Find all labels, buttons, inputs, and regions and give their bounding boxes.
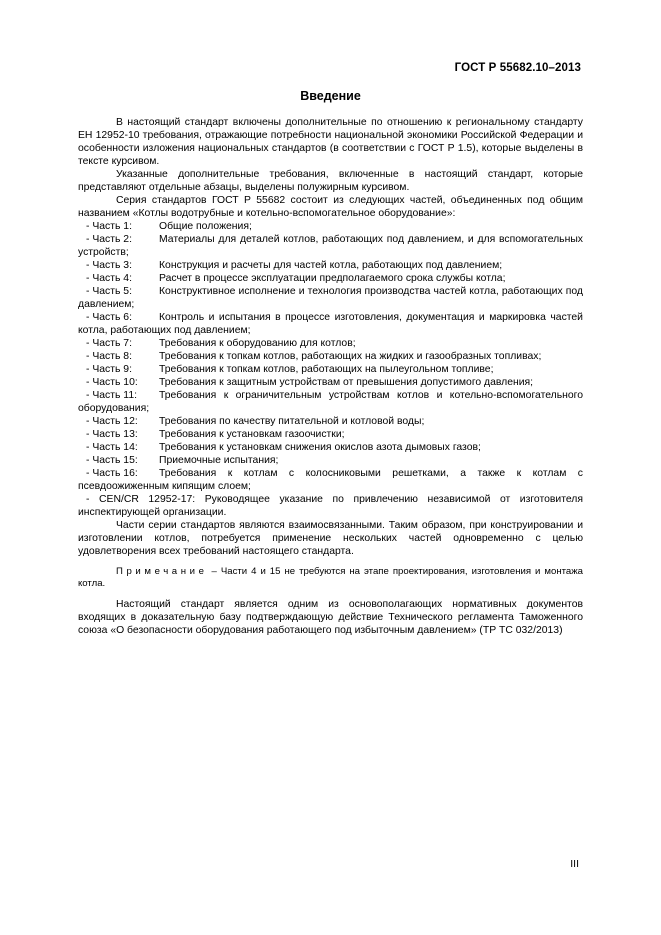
document-body [78, 116, 583, 637]
note-label: Примечание [116, 566, 208, 577]
paragraph-4: Части серии стандартов являются взаимосвязанными. Таким образом, при конструировании и изготовлении котлов, потребуется применение нескольких частей одновременно с целью удовлетворения всех требований настоящего стандарта. [78, 520, 583, 557]
paragraph-5: Настоящий стандарт является одним из основополагающих нормативных документов входящих в доказательную базу подтверждающую действие Технического регламента Таможенного союза «О безопасности оборудования работающего под избыточным давлением» (ТР ТС 032/2013) [78, 599, 583, 636]
list-item: - Часть 1: Общие положения; [86, 221, 252, 232]
list-item: - Часть 3: Конструкция и расчеты для частей котла, работающих под давлением; [86, 260, 503, 271]
list-item: - Часть 5: Конструктивное исполнение и технология производства частей котла, работающих под давлением; [78, 286, 583, 310]
list-item: - Часть 4: Расчет в процессе эксплуатации предполагаемого срока службы котла; [86, 273, 506, 284]
list-item: - Часть 10: Требования к защитным устройствам от превышения допустимого давления; [86, 377, 534, 388]
list-item: - Часть 15: Приемочные испытания; [86, 455, 279, 466]
list-item: - Часть 14: Требования к установкам снижения окислов азота дымовых газов; [86, 442, 481, 453]
list-item: - Часть 8: Требования к топкам котлов, работающих на жидких и газообразных топливах; [86, 351, 542, 362]
list-item: - Часть 16: Требования к котлам с колосниковыми решетками, а также к котлам с псевдоожиженным кипящим слоем; [78, 468, 583, 492]
list-item: - Часть 7: Требования к оборудованию для котлов; [86, 338, 356, 349]
list-item: - Часть 2: Материалы для деталей котлов, работающих под давлением, и для вспомогательных устройств; [78, 234, 583, 258]
section-title: Введение [300, 89, 361, 103]
note-text: – Части 4 и 15 не требуются на этапе проектирования, изготовления и монтажа котла. [78, 566, 583, 589]
list-item: - Часть 9: Требования к топкам котлов, работающих на пылеугольном топливе; [86, 364, 494, 375]
list-item-cen: - CEN/CR 12952-17: Руководящее указание по привлечению независимой от изготовителя инспектирующей организации. [78, 494, 583, 518]
parts-list [78, 220, 583, 519]
paragraph-3: Серия стандартов ГОСТ Р 55682 состоит из следующих частей, объединенных под общим названием «Котлы водотрубные и котельно-вспомогательное оборудование»: [78, 195, 583, 219]
list-item: - Часть 13: Требования к установкам газоочистки; [86, 429, 345, 440]
paragraph-2: Указанные дополнительные требования, включенные в настоящий стандарт, которые представляют отдельные абзацы, выделены полужирным курсивом. [78, 169, 583, 193]
paragraph-1: В настоящий стандарт включены дополнительные по отношению к региональному стандарту ЕН 12952-10 требования, отражающие потребности национальной экономики Российской Федерации и особенности изложения национальных стандартов (в соответствии с ГОСТ Р 1.5), которые выделены в тексте курсивом. [78, 117, 583, 167]
list-item: - Часть 12: Требования по качеству питательной и котловой воды; [86, 416, 425, 427]
standard-code: ГОСТ Р 55682.10–2013 [454, 62, 581, 74]
list-item: - Часть 6: Контроль и испытания в процессе изготовления, документация и маркировка частей котла, работающих под давлением; [78, 312, 583, 336]
list-item: - Часть 11: Требования к ограничительным устройствам котлов и котельно-вспомогательного оборудования; [78, 390, 583, 414]
note [78, 566, 583, 590]
page-number: III [570, 858, 579, 870]
